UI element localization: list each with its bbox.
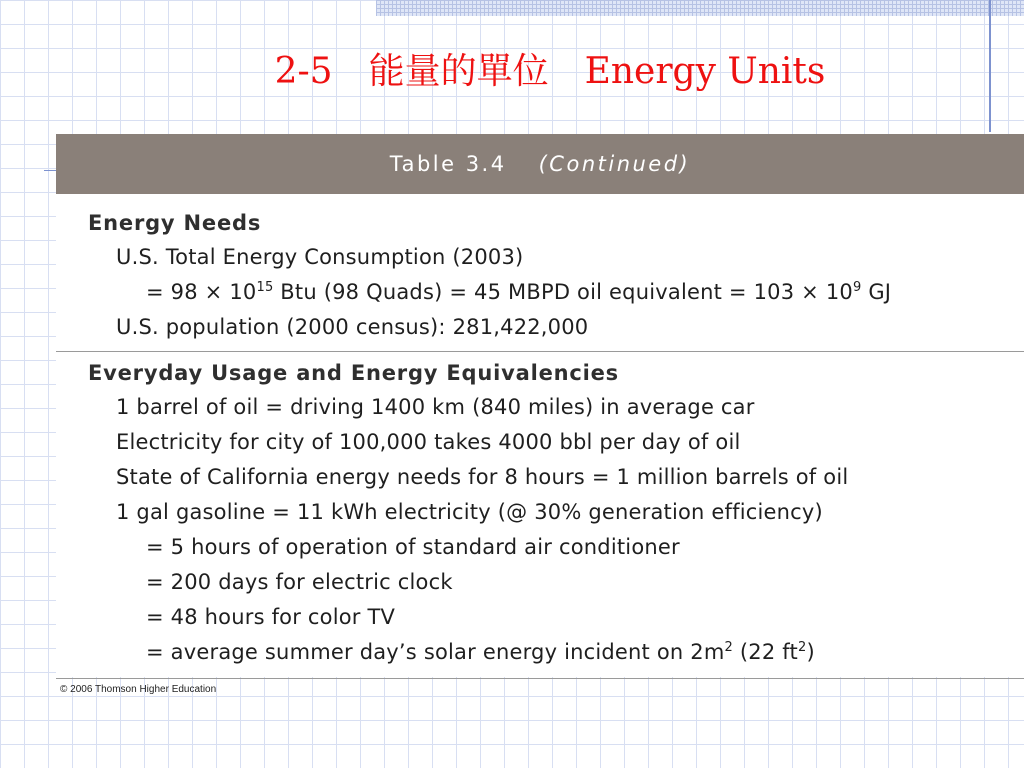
table-bottom-rule [56,678,1024,679]
table-line: 1 gal gasoline = 11 kWh electricity (@ 30% generation efficiency) [116,500,823,524]
table-line: U.S. population (2000 census): 281,422,000 [116,315,589,339]
table-panel [56,134,1024,677]
table-line: = 5 hours of operation of standard air conditioner [146,535,680,559]
section-heading: Everyday Usage and Energy Equivalencies [88,361,619,385]
slide-title: 2-5 能量的單位 Energy Units [274,51,826,92]
table-header [56,134,1024,194]
decorative-top-band [376,0,1024,16]
table-header-label: Table 3.4 [389,152,507,176]
table-line: = $98 \times 10^{15}$ Btu (98 Quads) = 45 MBPD oil equivalent = $103 \times 10^9$ GJ [146,280,892,304]
section-heading: Energy Needs [88,211,262,235]
table-line: = 48 hours for color TV [146,605,396,629]
exponent: 2 [797,640,807,655]
section-energy-needs [56,206,1024,345]
copyright-notice: © 2006 Thomson Higher Education [60,684,217,695]
table-header-continued: (Continued) [538,152,691,176]
table-line: = average summer day’s solar energy incident on $2m^2$ (22 $ft^2$) [146,640,815,664]
table-line: State of California energy needs for 8 hours = 1 million barrels of oil [116,465,849,489]
table-line: 1 barrel of oil = driving 1400 km (840 miles) in average car [116,395,755,419]
exponent: 9 [852,280,862,295]
table-line: = 200 days for electric clock [146,570,453,594]
exponent: 2 [724,640,734,655]
exponent: 15 [256,280,274,295]
table-line: U.S. Total Energy Consumption (2003) [116,245,524,269]
section-everyday-usage [56,356,1024,670]
table-line: Electricity for city of 100,000 takes 4000 bbl per day of oil [116,430,741,454]
